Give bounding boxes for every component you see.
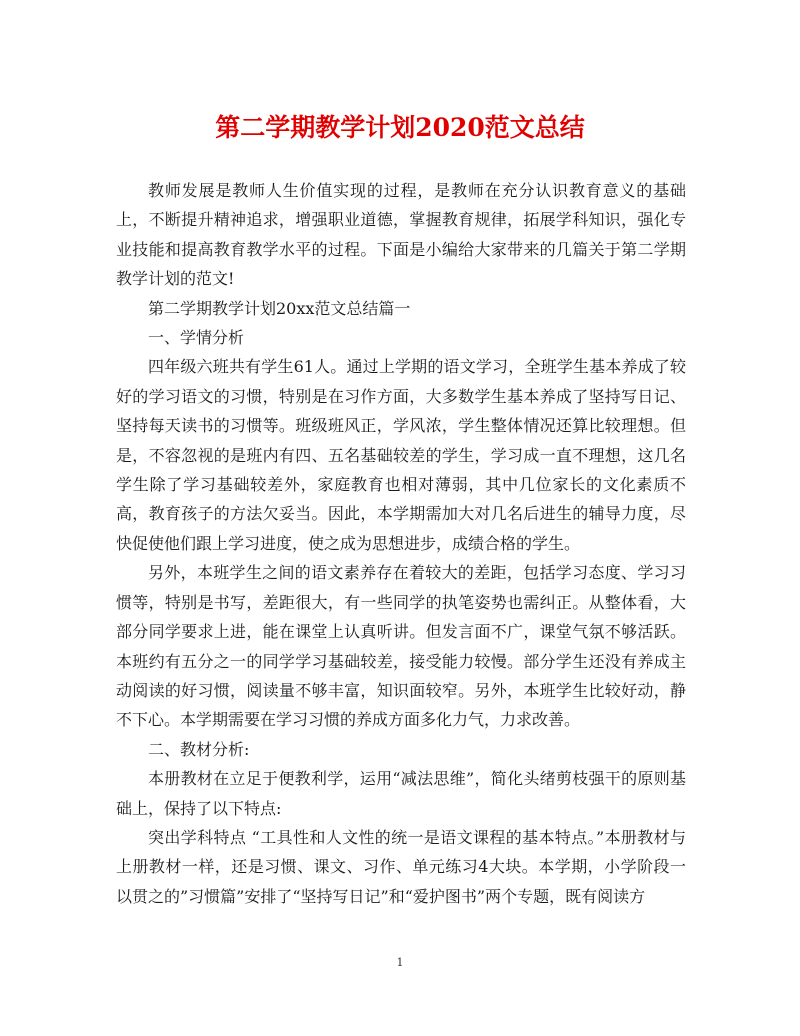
page-number: 1 — [396, 956, 404, 969]
subsection-heading: 二、教材分析: — [148, 739, 250, 759]
subsection-heading: 一、学情分析 — [148, 328, 245, 348]
body-paragraph: 四年级六班共有学生61人。通过上学期的语文学习，全班学生基本养成了较好的学习语文的习惯，特别是在习作方面，大多数学生基本养成了坚持写日记、坚持每天读书的习惯等。班级班风正，学风浓，学生整体情况还算比较理想。但是，不容忽视的是班内有四、五名基础较差的学生，学习成一直不理想，这几名学生除了学习基础较差外，家庭教育也相对薄弱，其中几位家长的文化素质不高，教育孩子的方法欠妥当。因此，本学期需加大对几名后进生的辅导力度，尽快促使他们跟上学习进度，使之成为思想进步，成绩合格的学生。 — [116, 357, 686, 553]
section-heading: 第二学期教学计划20xx范文总结篇一 — [148, 298, 411, 318]
page-title: 第二学期教学计划2020范文总结 — [215, 113, 585, 142]
document-body — [116, 176, 686, 911]
intro-paragraph: 教师发展是教师人生价值实现的过程，是教师在充分认识教育意义的基础上，不断提升精神追求，增强职业道德，掌握教育规律，拓展学科知识，强化专业技能和提高教育教学水平的过程。下面是小编给大家带来的几篇关于第二学期教学计划的范文! — [116, 181, 686, 289]
body-paragraph: 本册教材在立足于便教利学，运用“减法思维”，简化头绪剪枝强干的原则基础上，保持了以下特点: — [116, 769, 686, 818]
body-paragraph: 突出学科特点 “工具性和人文性的统一是语文课程的基本特点。”本册教材与上册教材一样，还是习惯、课文、习作、单元练习4大块。本学期，小学阶段一以贯之的”习惯篇”安排了“坚持写日记”和“爱护图书”两个专题，既有阅读方 — [116, 827, 686, 906]
body-paragraph: 另外，本班学生之间的语文素养存在着较大的差距，包括学习态度、学习习惯等，特别是书写，差距很大，有一些同学的执笔姿势也需纠正。从整体看，大部分同学要求上进，能在课堂上认真听讲。但发言面不广，课堂气氛不够活跃。本班约有五分之一的同学学习基础较差，接受能力较慢。部分学生还没有养成主动阅读的好习惯，阅读量不够丰富，知识面较窄。另外，本班学生比较好动，静不下心。本学期需要在学习习惯的养成方面多化力气，力求改善。 — [116, 563, 686, 730]
